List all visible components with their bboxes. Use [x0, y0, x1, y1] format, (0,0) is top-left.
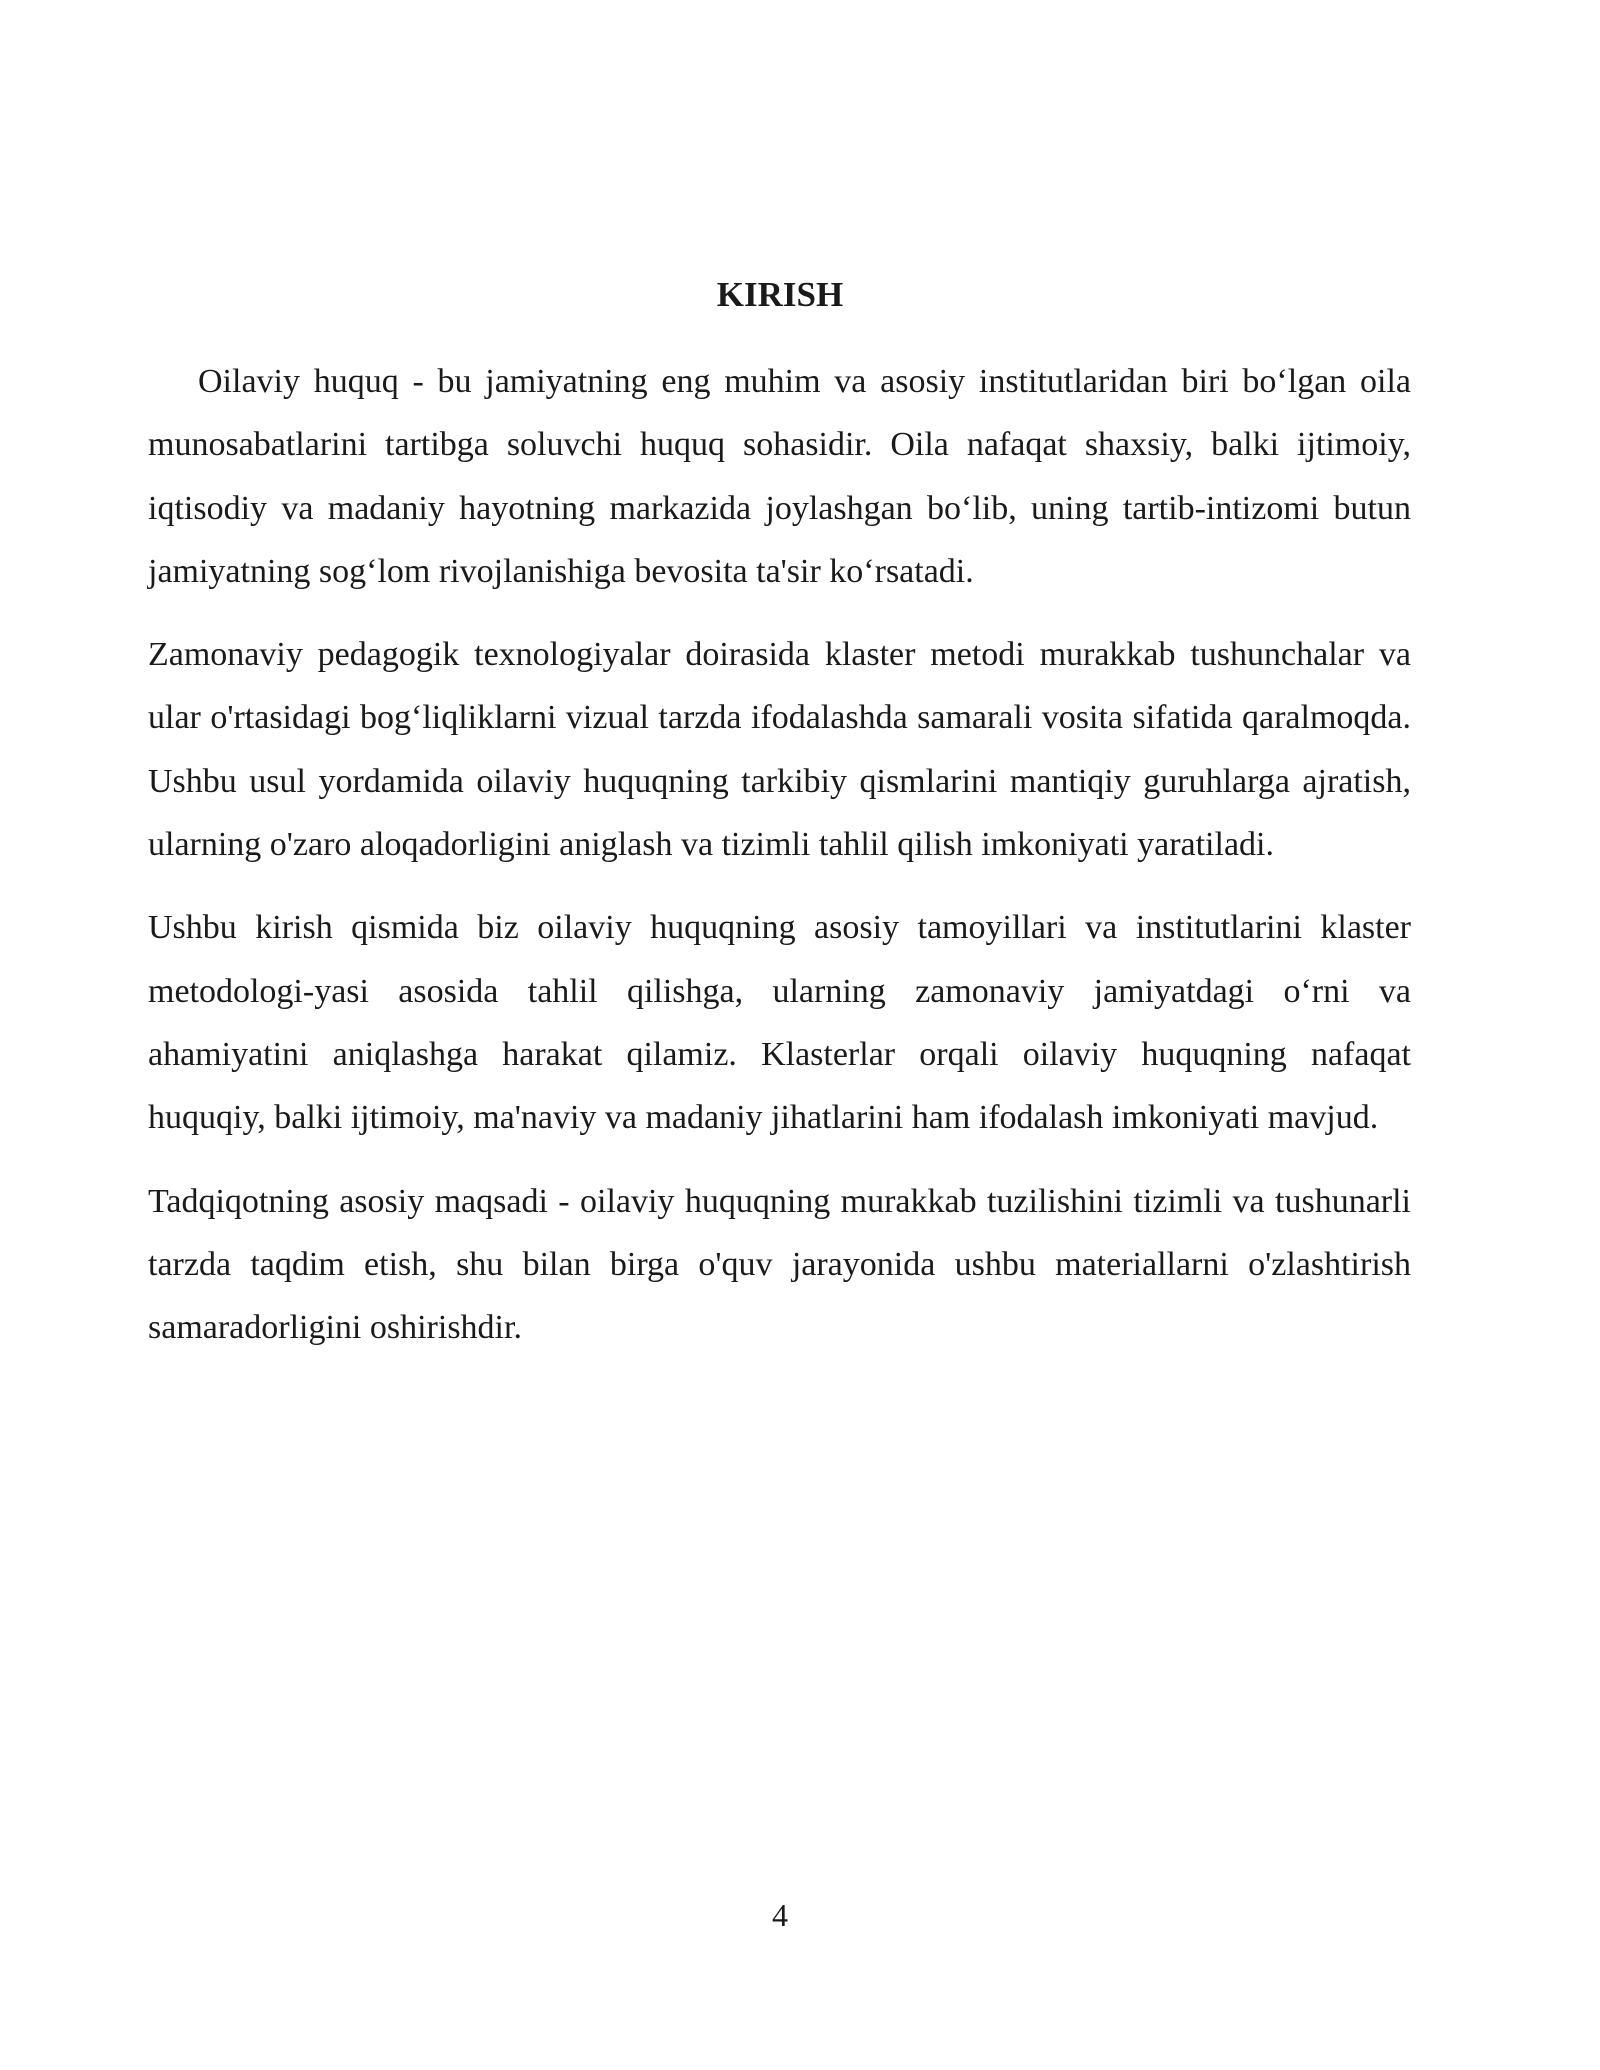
- paragraph-3: Ushbu kirish qismida biz oilaviy huquqning asosiy tamoyillari va institutlarini klaster metodologi-yasi asosida tahlil qilishga, ularning zamonaviy jamiyatdagi o‘rni va ahamiyatini aniqlashga harakat qilamiz. Klasterlar orqali oilaviy huquqning nafaqat huquqiy, balki ijtimoiy, ma'naviy va madaniy jihatlarini ham ifodalash imkoniyati mavjud.: [148, 909, 1411, 1137]
- body-text: [148, 350, 1411, 1379]
- section-heading: KIRISH: [716, 275, 844, 314]
- paragraph-4: Tadqiqotning asosiy maqsadi - oilaviy huquqning murakkab tuzilishini tizimli va tushunarli tarzda taqdim etish, shu bilan birga o'quv jarayonida ushbu materiallarni o'zlashtirish samaradorligini oshirishdir.: [148, 1182, 1411, 1347]
- paragraph-1: Oilaviy huquq - bu jamiyatning eng muhim va asosiy institutlaridan biri bo‘lgan oila munosabatlarini tartibga soluvchi huquq sohasidir. Oila nafaqat shaxsiy, balki ijtimoiy, iqtisodiy va madaniy hayotning markazida joylashgan bo‘lib, uning tartib-intizomi butun jamiyatning sog‘lom rivojlanishiga bevosita ta'sir ko‘rsatadi.: [148, 363, 1411, 590]
- paragraph-2: Zamonaviy pedagogik texnologiyalar doirasida klaster metodi murakkab tushunchalar va ular o'rtasidagi bog‘liqliklarni vizual tarzda ifodalashda samarali vosita sifatida qaralmoqda. Ushbu usul yordamida oilaviy huquqning tarkibiy qismlarini mantiqiy guruhlarga ajratish, ularning o'zaro aloqadorligini aniglash va tizimli tahlil qilish imkoniyati yaratiladi.: [148, 636, 1411, 864]
- page-number: 4: [772, 1897, 788, 1933]
